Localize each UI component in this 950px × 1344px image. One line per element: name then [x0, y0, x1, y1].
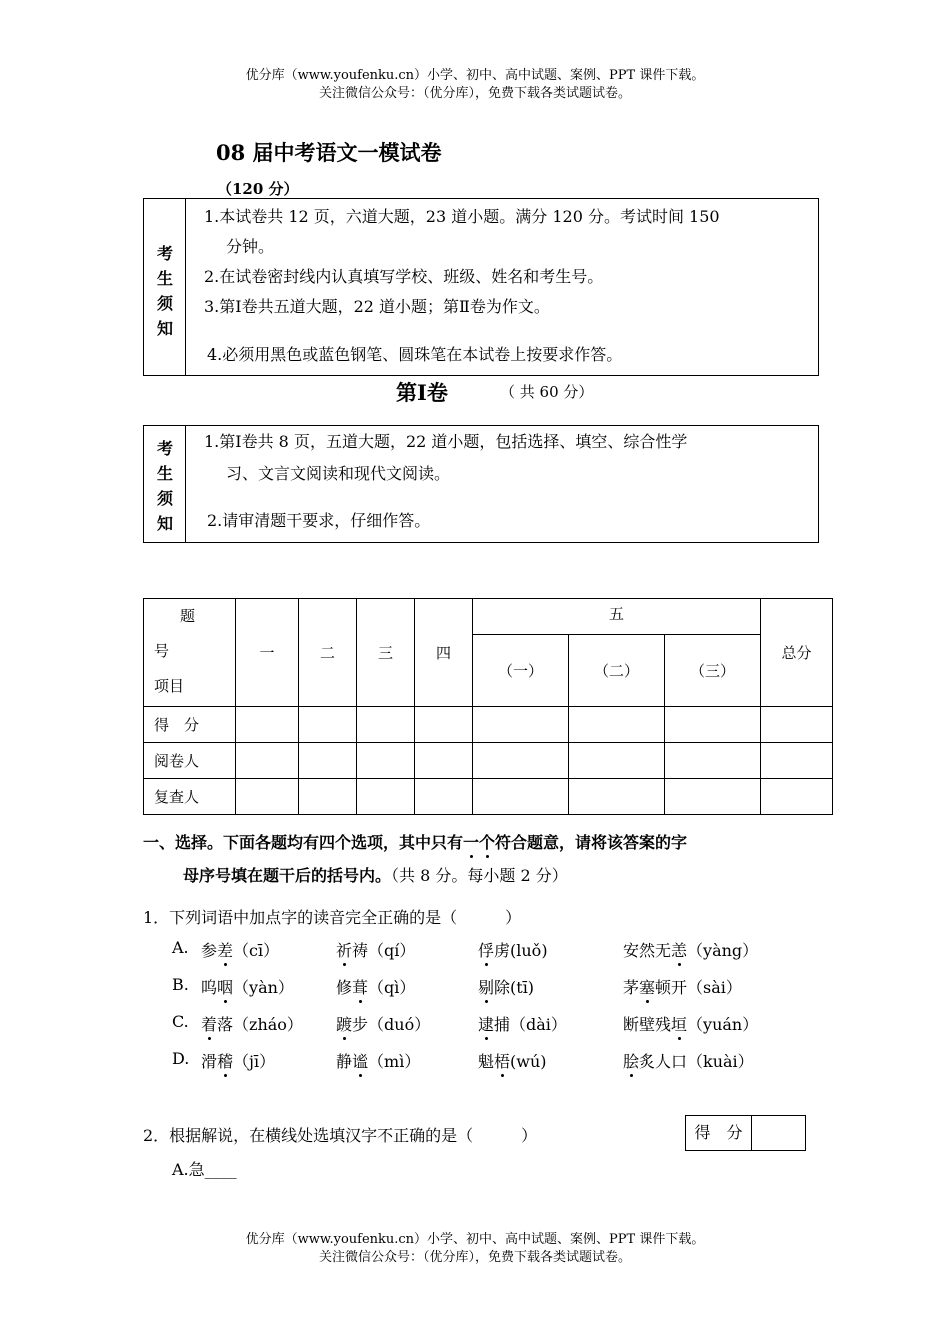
- col-header: 一: [236, 599, 299, 707]
- word-part: 茅: [623, 978, 640, 997]
- option-word: [336, 1049, 420, 1072]
- dotted-char: 剔: [478, 975, 494, 998]
- word-part: 呜: [201, 978, 218, 997]
- score-cell[interactable]: [236, 779, 299, 815]
- notice-item: 2.在试卷密封线内认真填写学校、班级、姓名和考生号。: [204, 267, 604, 286]
- section-1-heading-line-2: [183, 863, 568, 886]
- option-letter: D.: [172, 1049, 190, 1068]
- notice-label-char: 考: [156, 244, 173, 263]
- grading-table: [143, 598, 833, 815]
- option-word: [623, 938, 758, 961]
- dotted-char: 咽: [217, 975, 233, 998]
- dotted-char: 谧: [352, 1049, 368, 1072]
- col-header: 二: [299, 599, 357, 707]
- part-1-title: 第Ⅰ卷: [396, 380, 448, 405]
- option-word: [201, 1012, 303, 1035]
- option-word: [623, 1049, 754, 1072]
- dotted-char: 着: [201, 1012, 217, 1035]
- word-part: 步（duó）: [352, 1015, 431, 1034]
- question-1-stem: 1．下列词语中加点字的读音完全正确的是（ ）: [143, 908, 522, 927]
- heading-text: 母序号填在题干后的括号内。: [183, 866, 392, 885]
- notice-label-char: 考: [156, 439, 173, 458]
- score-cell[interactable]: [473, 743, 569, 779]
- score-cell[interactable]: [665, 707, 761, 743]
- score-cell[interactable]: [415, 743, 473, 779]
- dotted-char: 塞: [639, 975, 655, 998]
- word-part: 修: [336, 978, 353, 997]
- notice-label-char: 知: [156, 514, 173, 533]
- score-cell[interactable]: [665, 743, 761, 779]
- option-word: [201, 975, 294, 998]
- option-word: [478, 1049, 547, 1072]
- word-part: 捕（dài）: [494, 1015, 567, 1034]
- notice-label: [144, 199, 186, 375]
- dotted-char: 葺: [352, 975, 368, 998]
- row-label: 复查人: [144, 779, 236, 815]
- score-cell[interactable]: [415, 779, 473, 815]
- dotted-char: 俘: [478, 938, 494, 961]
- score-cell[interactable]: [761, 707, 833, 743]
- dotted-char: 垣: [671, 1012, 687, 1035]
- word-part: （yàng）: [687, 941, 759, 960]
- score-cell[interactable]: [357, 779, 415, 815]
- word-part: 祷（qí）: [352, 941, 416, 960]
- score-cell[interactable]: [299, 707, 357, 743]
- col-subheader: （一）: [473, 635, 569, 707]
- dotted-char: 梧: [494, 1049, 510, 1072]
- score-cell[interactable]: [761, 743, 833, 779]
- word-part: 落（zháo）: [217, 1015, 303, 1034]
- corner-label: 项目: [154, 677, 185, 695]
- dotted-char: 稽: [217, 1049, 233, 1072]
- grading-table-corner: [144, 599, 236, 707]
- score-cell[interactable]: [415, 707, 473, 743]
- dotted-char: 差: [217, 938, 233, 961]
- row-label: 得 分: [144, 707, 236, 743]
- score-cell[interactable]: [665, 779, 761, 815]
- score-cell[interactable]: [236, 707, 299, 743]
- dotted-char: 祈: [336, 938, 352, 961]
- notice-item: 1.本试卷共 12 页，六道大题，23 道小题。满分 120 分。考试时间 150: [204, 207, 720, 226]
- corner-label: 题: [180, 607, 196, 625]
- word-part: 虏(luǒ): [494, 941, 548, 960]
- score-cell[interactable]: [473, 707, 569, 743]
- word-part: 炙人口（kuài）: [639, 1052, 754, 1071]
- score-box-label: 得 分: [686, 1116, 752, 1150]
- score-box: [685, 1115, 806, 1151]
- score-cell[interactable]: [569, 707, 665, 743]
- notice-label-char: 须: [156, 294, 173, 313]
- score-cell[interactable]: [236, 743, 299, 779]
- option-word: [336, 938, 415, 961]
- footer-line-1: 优分库（www.youfenku.cn）小学、初中、高中试题、案例、PPT 课件下载。: [245, 1232, 705, 1247]
- option-word: [478, 938, 548, 961]
- col-header-total: 总分: [761, 599, 833, 707]
- score-cell[interactable]: [357, 743, 415, 779]
- header-line-1: 优分库（www.youfenku.cn）小学、初中、高中试题、案例、PPT 课件下载。: [245, 68, 705, 83]
- word-part: 静: [336, 1052, 353, 1071]
- row-label: 阅卷人: [144, 743, 236, 779]
- word-part: （yuán）: [687, 1015, 759, 1034]
- word-part: （qì）: [368, 978, 416, 997]
- dotted-char: 踱: [336, 1012, 352, 1035]
- option-letter: A.: [172, 938, 189, 957]
- heading-note: （共 8 分。每小题 2 分）: [391, 866, 568, 885]
- corner-label: 号: [154, 642, 170, 660]
- section-1-heading: [143, 830, 687, 853]
- notice-item: 3.第Ⅰ卷共五道大题，22 道小题；第Ⅱ卷为作文。: [204, 297, 550, 316]
- score-cell[interactable]: [761, 779, 833, 815]
- part-1-subtitle: （ 共 60 分）: [500, 383, 594, 401]
- score-cell[interactable]: [357, 707, 415, 743]
- col-header-five: 五: [473, 599, 761, 635]
- word-part: 安然无: [623, 941, 672, 960]
- word-part: （jī）: [233, 1052, 276, 1071]
- heading-text: 符合题意，请将该答案的字: [495, 833, 688, 852]
- notice-label-char: 生: [156, 269, 173, 288]
- heading-text: 一、选择。下面各题均有四个选项，其中只有: [143, 833, 464, 852]
- score-box-input[interactable]: [752, 1116, 805, 1150]
- word-part: 顿开（sài）: [655, 978, 742, 997]
- notice-item: 4.必须用黑色或蓝色钢笔、圆珠笔在本试卷上按要求作答。: [207, 345, 623, 364]
- option-word: [336, 1012, 430, 1035]
- exam-total-score: （120 分）: [217, 180, 299, 198]
- option-word: [336, 975, 415, 998]
- notice-item: 2.请审清题干要求，仔细作答。: [207, 511, 431, 530]
- score-cell[interactable]: [569, 743, 665, 779]
- notice-label-char: 须: [156, 489, 173, 508]
- word-part: （yàn）: [233, 978, 294, 997]
- footer-line-2: 关注微信公众号：（优分库），免费下载各类试题试卷。: [318, 1250, 631, 1265]
- word-part: 除(tī): [494, 978, 535, 997]
- word-part: 滑: [201, 1052, 218, 1071]
- option-word: [623, 1012, 758, 1035]
- score-cell[interactable]: [569, 779, 665, 815]
- notice-item: 1.第Ⅰ卷共 8 页，五道大题，22 道小题，包括选择、填空、综合性学: [204, 432, 688, 451]
- option-letter: B.: [172, 975, 189, 994]
- dotted-char: 恙: [671, 938, 687, 961]
- exam-title: 08 届中考语文一模试卷: [216, 140, 442, 165]
- dotted-char: 逮: [478, 1012, 494, 1035]
- header-line-2: 关注微信公众号：（优分库），免费下载各类试题试卷。: [318, 86, 631, 101]
- col-subheader: （二）: [569, 635, 665, 707]
- emphasis-char: 一: [463, 830, 479, 853]
- notice-label-char: 生: [156, 464, 173, 483]
- notice-item: 分钟。: [226, 237, 275, 256]
- word-part: (wú): [510, 1052, 547, 1071]
- notice-label: [144, 426, 186, 542]
- question-2-option-a: A.急____: [172, 1160, 237, 1179]
- dotted-char: 脍: [623, 1049, 639, 1072]
- score-cell[interactable]: [299, 743, 357, 779]
- word-part: 断壁残: [623, 1015, 672, 1034]
- emphasis-char: 个: [479, 830, 495, 853]
- notice-item: 习、文言文阅读和现代文阅读。: [226, 464, 451, 483]
- word-part: 魁: [478, 1052, 495, 1071]
- question-2-stem: 2．根据解说，在横线处选填汉字不正确的是（ ）: [143, 1126, 538, 1145]
- score-cell[interactable]: [473, 779, 569, 815]
- exam-notice-box: [143, 198, 819, 376]
- word-part: 参: [201, 941, 218, 960]
- option-word: [201, 1049, 275, 1072]
- word-part: （mì）: [368, 1052, 421, 1071]
- col-header: 四: [415, 599, 473, 707]
- part-1-notice-box: [143, 425, 819, 543]
- col-subheader: （三）: [665, 635, 761, 707]
- option-word: [623, 975, 742, 998]
- col-header: 三: [357, 599, 415, 707]
- notice-label-char: 知: [156, 319, 173, 338]
- score-cell[interactable]: [299, 779, 357, 815]
- option-letter: C.: [172, 1012, 189, 1031]
- option-word: [201, 938, 279, 961]
- option-word: [478, 1012, 567, 1035]
- word-part: （cī）: [233, 941, 280, 960]
- option-word: [478, 975, 534, 998]
